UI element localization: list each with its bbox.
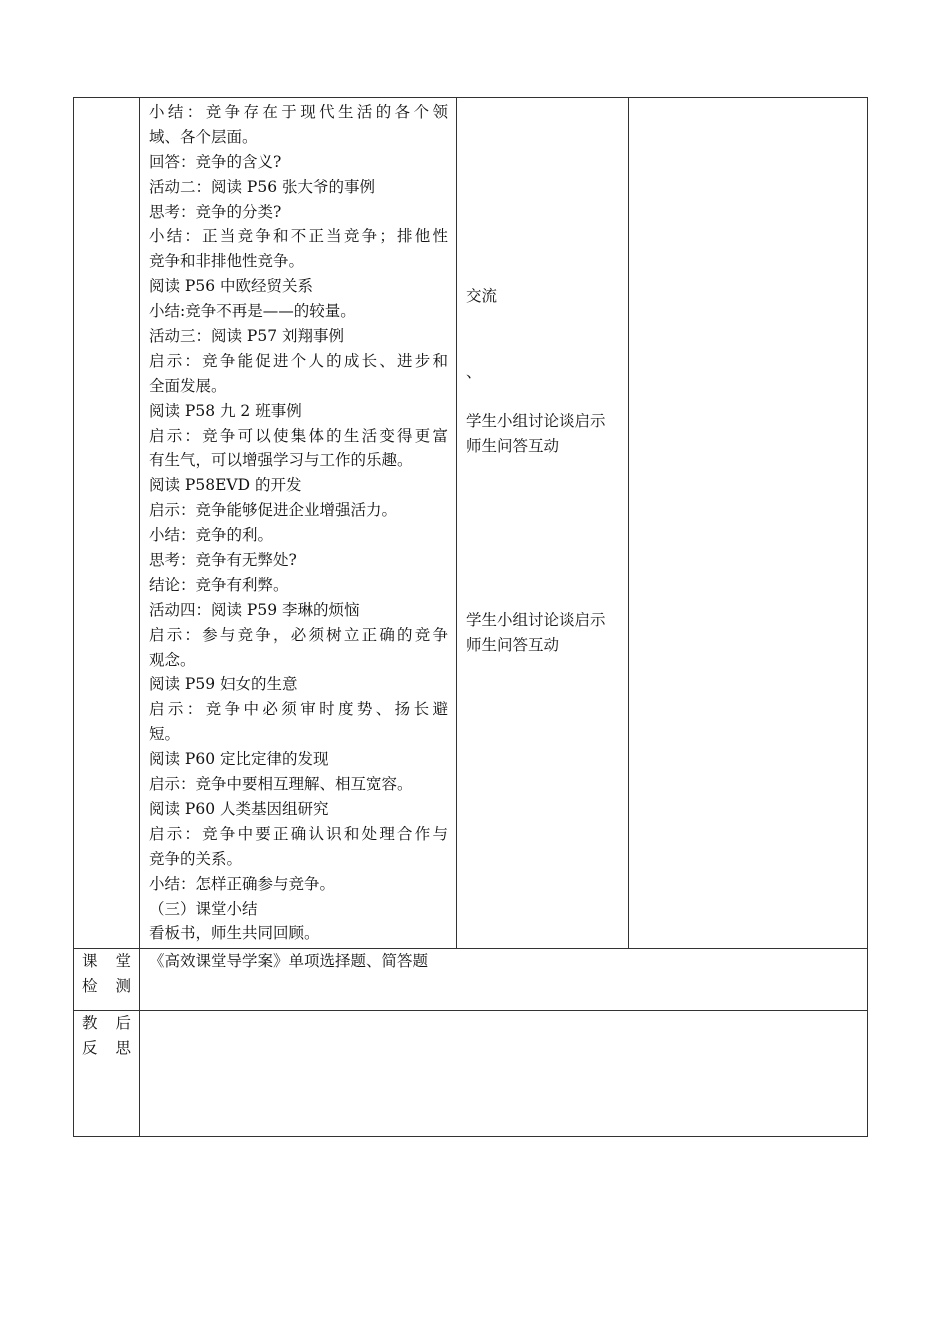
note-qa-interaction-2: 师生问答互动 xyxy=(466,636,560,654)
design-intent-cell xyxy=(629,98,868,949)
process-line: 启示：竞争中必须审时度势、扬长避 xyxy=(149,700,448,719)
process-line: 阅读 P58 九 2 班事例 xyxy=(149,401,302,420)
process-line: 有生气，可以增强学习与工作的乐趣。 xyxy=(149,451,413,470)
student-activity-notes xyxy=(457,98,628,941)
process-line: 活动四：阅读 P59 李琳的烦恼 xyxy=(149,600,360,619)
process-line: 小结：怎样正确参与竞争。 xyxy=(149,874,336,893)
process-line: 小结：竞争存在于现代生活的各个领 xyxy=(149,103,448,121)
process-line: 全面发展。 xyxy=(149,376,227,395)
process-line: 小结：正当竞争和不正当竞争；排他性 xyxy=(149,227,448,246)
check-label-line1: 课 堂 xyxy=(82,952,131,971)
empty-label-cell xyxy=(74,98,140,949)
check-label-line2: 检 测 xyxy=(82,977,131,996)
note-group-discussion-1: 学生小组讨论谈启示 xyxy=(466,412,606,430)
main-row xyxy=(74,98,868,949)
process-line: 启示：参与竞争，必须树立正确的竞争 xyxy=(149,625,448,644)
process-line: 域、各个层面。 xyxy=(149,127,258,146)
process-line: 结论：竞争有利弊。 xyxy=(149,575,289,594)
process-line: 阅读 P60 定比定律的发现 xyxy=(149,750,329,769)
process-line: 启示：竞争可以使集体的生活变得更富 xyxy=(149,426,448,445)
process-line: 启示：竞争能促进个人的成长、进步和 xyxy=(149,351,448,370)
reflect-label-line2: 反 思 xyxy=(82,1039,131,1058)
check-content-cell xyxy=(140,949,868,1011)
reflect-content-cell xyxy=(140,1011,868,1137)
note-mark: 、 xyxy=(466,363,482,381)
student-activity-cell xyxy=(457,98,629,949)
process-line: 观念。 xyxy=(149,650,196,669)
process-line: 短。 xyxy=(149,725,181,744)
process-line: 阅读 P60 人类基因组研究 xyxy=(149,799,329,818)
lesson-plan-table xyxy=(73,97,868,1137)
process-line: 阅读 P58EVD 的开发 xyxy=(149,476,302,495)
note-exchange: 交流 xyxy=(466,287,498,305)
reflect-label-line1: 教 后 xyxy=(82,1014,131,1033)
process-line: 思考：竞争有无弊处? xyxy=(149,551,297,570)
process-line: 竞争和非排他性竞争。 xyxy=(149,252,305,271)
process-line: 活动三：阅读 P57 刘翔事例 xyxy=(149,327,345,346)
process-line: 阅读 P59 妇女的生意 xyxy=(149,675,298,694)
process-line: 启示：竞争能够促进企业增强活力。 xyxy=(149,501,398,520)
teaching-process-lines xyxy=(140,98,456,948)
process-line: 启示：竞争中要正确认识和处理合作与 xyxy=(149,824,448,843)
process-line: 阅读 P56 中欧经贸关系 xyxy=(149,277,314,296)
note-group-discussion-2: 学生小组讨论谈启示 xyxy=(466,611,606,629)
note-qa-interaction-1: 师生问答互动 xyxy=(466,437,560,455)
process-line: 活动二：阅读 P56 张大爷的事例 xyxy=(149,177,376,196)
process-line: 看板书，师生共同回顾。 xyxy=(149,924,320,943)
reflect-row xyxy=(74,1011,868,1137)
reflect-label-cell xyxy=(74,1011,140,1137)
check-row xyxy=(74,949,868,1011)
teaching-process-cell xyxy=(140,98,457,949)
process-line: 思考：竞争的分类? xyxy=(149,202,282,221)
process-line: 小结:竞争不再是——的较量。 xyxy=(149,302,356,321)
process-line: 启示：竞争中要相互理解、相互宽容。 xyxy=(149,775,413,794)
process-line: （三）课堂小结 xyxy=(149,899,258,918)
process-line: 小结：竞争的利。 xyxy=(149,526,274,545)
check-content: 《高效课堂导学案》单项选择题、简答题 xyxy=(149,952,429,971)
check-label-cell xyxy=(74,949,140,1011)
process-line: 回答：竞争的含义? xyxy=(149,152,282,171)
process-line: 竞争的关系。 xyxy=(149,849,243,868)
